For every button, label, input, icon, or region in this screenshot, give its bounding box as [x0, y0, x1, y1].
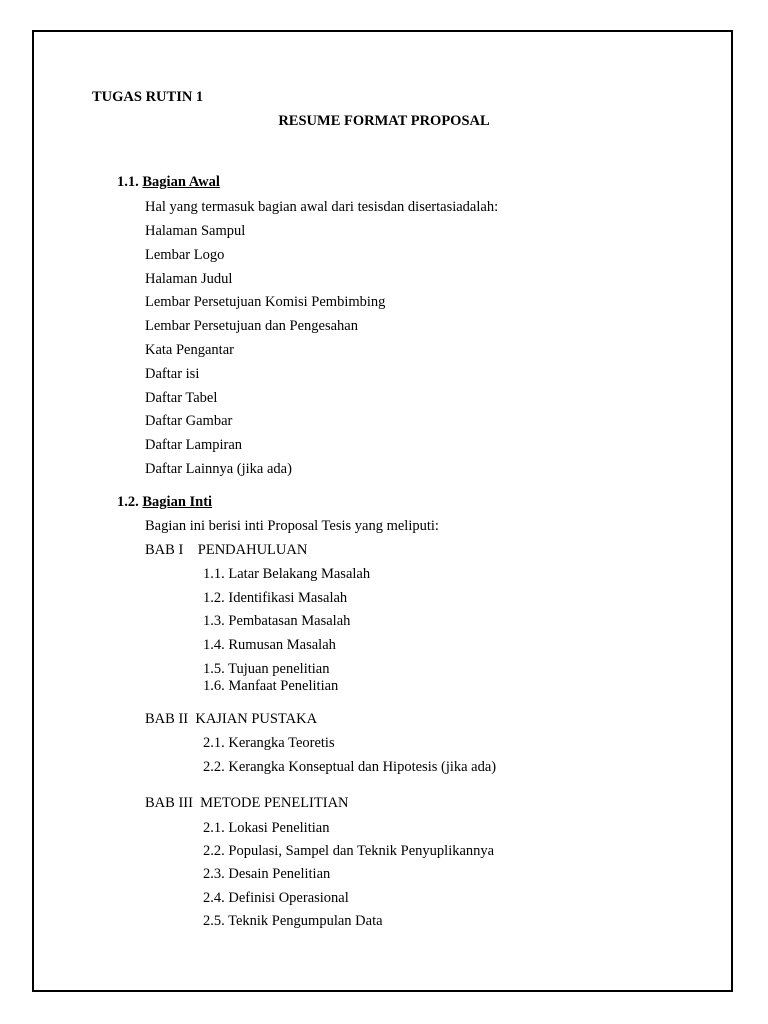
chapter-item: 2.3. Desain Penelitian: [203, 866, 331, 882]
list-item: Halaman Sampul: [145, 223, 246, 239]
chapter-item: 1.1. Latar Belakang Masalah: [203, 566, 371, 582]
assignment-label: TUGAS RUTIN 1: [92, 89, 204, 105]
list-item: Kata Pengantar: [145, 342, 234, 358]
list-item: Halaman Judul: [145, 271, 233, 287]
chapter-item: 1.4. Rumusan Masalah: [203, 637, 336, 653]
chapter-heading: BAB II KAJIAN PUSTAKA: [145, 711, 318, 727]
list-item: Daftar Tabel: [145, 390, 218, 406]
section-heading-bagian-awal: [117, 173, 220, 191]
section-intro: Hal yang termasuk bagian awal dari tesisdan disertasiadalah:: [145, 199, 499, 215]
chapter-item: 1.3. Pembatasan Masalah: [203, 613, 351, 629]
section-title: Bagian Inti: [142, 494, 213, 510]
document-title: RESUME FORMAT PROPOSAL: [278, 113, 490, 129]
chapter-heading: BAB I PENDAHULUAN: [145, 542, 308, 558]
chapter-item: 2.1. Lokasi Penelitian: [203, 820, 330, 836]
list-item: Lembar Logo: [145, 247, 225, 263]
chapter-heading: BAB III METODE PENELITIAN: [145, 795, 349, 811]
chapter-item: 2.1. Kerangka Teoretis: [203, 735, 335, 751]
section-number: 1.1.: [117, 174, 139, 190]
chapter-item: 1.6. Manfaat Penelitian: [203, 678, 339, 694]
list-item: Daftar Lampiran: [145, 437, 243, 453]
chapter-item: 2.5. Teknik Pengumpulan Data: [203, 913, 383, 929]
chapter-item: 1.2. Identifikasi Masalah: [203, 590, 348, 606]
list-item: Daftar Gambar: [145, 413, 233, 429]
list-item: Daftar isi: [145, 366, 200, 382]
section-number: 1.2.: [117, 494, 139, 510]
list-item: Lembar Persetujuan Komisi Pembimbing: [145, 294, 386, 310]
section-heading-bagian-inti: [117, 493, 212, 511]
chapter-item: 2.2. Kerangka Konseptual dan Hipotesis (jika ada): [203, 759, 497, 775]
list-item: Daftar Lainnya (jika ada): [145, 461, 292, 477]
chapter-item: 2.4. Definisi Operasional: [203, 890, 349, 906]
chapter-item: 2.2. Populasi, Sampel dan Teknik Penyuplikannya: [203, 843, 495, 859]
section-title: Bagian Awal: [142, 174, 220, 190]
list-item: Lembar Persetujuan dan Pengesahan: [145, 318, 358, 334]
chapter-item: 1.5. Tujuan penelitian: [203, 661, 330, 677]
section-intro: Bagian ini berisi inti Proposal Tesis yang meliputi:: [145, 518, 439, 534]
